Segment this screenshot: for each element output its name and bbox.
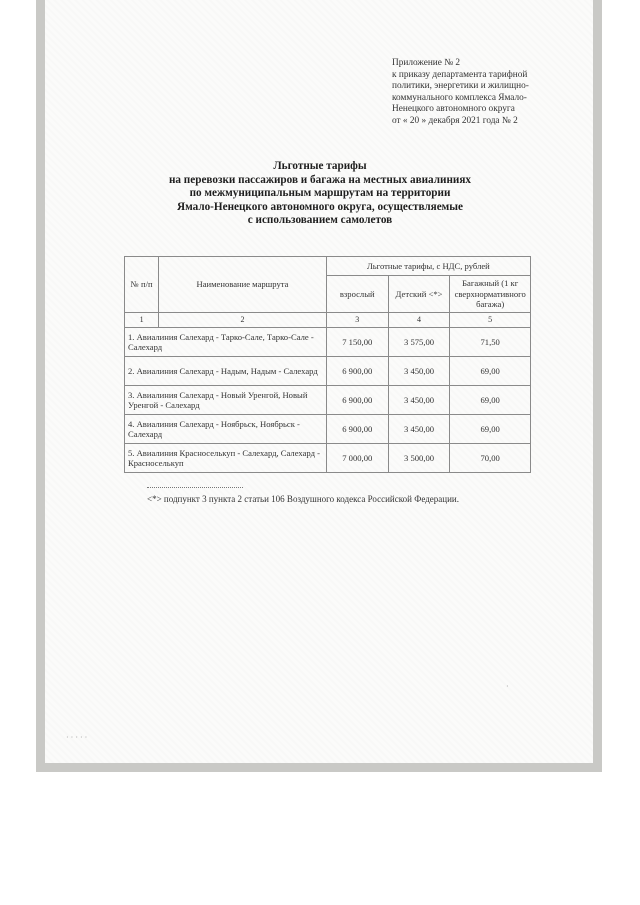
header-adult: взрослый [326, 276, 388, 313]
child-cell: 3 575,00 [388, 328, 450, 357]
table-row [125, 328, 531, 357]
header-route: Наименование маршрута [159, 257, 326, 313]
header-child: Детский <*> [388, 276, 450, 313]
route-cell: 3. Авиалиния Салехард - Новый Уренгой, Новый Уренгой - Салехард [125, 386, 327, 415]
index-cell: 4 [388, 312, 450, 328]
child-cell: 3 450,00 [388, 357, 450, 386]
appendix-line: политики, энергетики и жилищно- [392, 81, 529, 91]
header-tariff-group: Льготные тарифы, с НДС, рублей [326, 257, 530, 276]
title-line: на перевозки пассажиров и багажа на местных авиалиниях [168, 173, 472, 186]
route-cell: 2. Авиалиния Салехард - Надым, Надым - Салехард [125, 357, 327, 386]
route-cell: 5. Авиалиния Красноселькуп - Салехард, Салехард - Красноселькуп [125, 444, 327, 473]
title-line: с использованием самолетов [247, 214, 393, 227]
adult-cell: 6 900,00 [326, 357, 388, 386]
title-line: Ямало-Ненецкого автономного округа, осуществляемые [177, 200, 463, 213]
header-baggage: Багажный (1 кг сверхнормативного багажа) [450, 276, 531, 313]
baggage-cell: 70,00 [450, 444, 531, 473]
appendix-line: от « 20 » декабря 2021 года № 2 [392, 115, 518, 126]
appendix-line: к приказу департамента тарифной [392, 69, 528, 80]
route-cell: 4. Авиалиния Салехард - Ноябрьск, Ноябрьск - Салехард [125, 415, 327, 444]
appendix-line: коммунального комплекса Ямало- [392, 92, 527, 103]
child-cell: 3 450,00 [388, 386, 450, 415]
adult-cell: 6 900,00 [326, 386, 388, 415]
tariff-table [124, 256, 531, 473]
index-cell: 5 [450, 312, 531, 328]
scan-speck: · [506, 682, 509, 691]
table-row [125, 386, 531, 415]
table-row [125, 444, 531, 473]
index-cell: 3 [326, 312, 388, 328]
appendix-line: Ненецкого автономного округа [392, 104, 515, 114]
table-row [125, 415, 531, 444]
child-cell: 3 500,00 [388, 444, 450, 473]
table-row [125, 357, 531, 386]
title-line: Льготные тарифы [273, 160, 367, 172]
title-line: по межмуниципальным маршрутам на территории [189, 187, 451, 200]
footnote: <*> подпункт 3 пункта 2 статьи 106 Воздушного кодекса Российской Федерации. [147, 494, 459, 504]
adult-cell: 6 900,00 [326, 415, 388, 444]
baggage-cell: 69,00 [450, 386, 531, 415]
adult-cell: 7 000,00 [326, 444, 388, 473]
appendix-line: Приложение № 2 [392, 58, 461, 68]
appendix-note [392, 58, 562, 127]
route-cell: 1. Авиалиния Салехард - Тарко-Сале, Тарко-Сале - Салехард [125, 328, 327, 357]
scan-speck: · · · · · [66, 733, 88, 742]
footnote-divider [147, 487, 243, 488]
baggage-cell: 71,50 [450, 328, 531, 357]
child-cell: 3 450,00 [388, 415, 450, 444]
index-cell: 1 [125, 312, 159, 328]
index-cell: 2 [159, 312, 326, 328]
baggage-cell: 69,00 [450, 415, 531, 444]
adult-cell: 7 150,00 [326, 328, 388, 357]
header-num: № п/п [125, 257, 159, 313]
baggage-cell: 69,00 [450, 357, 531, 386]
document-title [110, 160, 530, 228]
